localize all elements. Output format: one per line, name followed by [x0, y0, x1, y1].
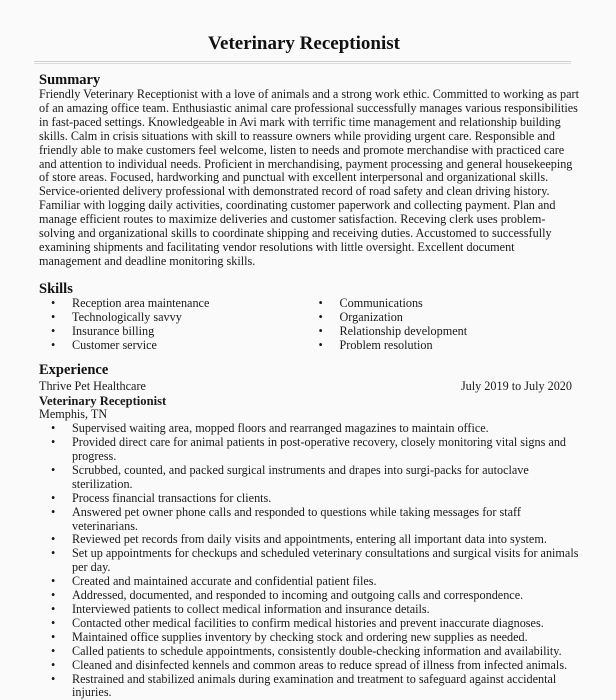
skill-label: Problem resolution — [339, 337, 433, 352]
job-bullet-text: Process financial transactions for clients. — [72, 490, 272, 505]
job-bullet-text: Called patients to schedule appointments, consistently double-checking information and availability. — [72, 643, 562, 658]
skills-column-1 — [39, 297, 307, 353]
job-bullets — [39, 422, 579, 700]
job-bullet — [39, 603, 579, 617]
skill-item — [307, 311, 575, 325]
job-bullet-text: Provided direct care for animal patients in post-operative recovery, closely monitoring vital signs and progress. — [72, 435, 567, 464]
bullet-icon: • — [51, 615, 56, 630]
company-name: Thrive Pet Healthcare — [39, 379, 146, 394]
job-bullet — [39, 645, 579, 659]
job-bullet-text: Addressed, documented, and responded to incoming and outgoing calls and correspondence. — [72, 588, 524, 603]
job-bullet — [39, 436, 579, 464]
summary-section — [34, 72, 579, 269]
job-bullet — [39, 547, 579, 575]
skill-item — [307, 325, 575, 339]
job-title: Veterinary Receptionist — [39, 394, 167, 409]
bullet-icon: • — [51, 462, 56, 477]
bullet-icon: • — [51, 657, 56, 672]
summary-text: Friendly Veterinary Receptionist with a love of animals and a strong work ethic. Committed to working as part of an amazing office team. Enthusiastic animal care professional successfully manages various responsibilities in fast-paced settings. Knowledgeable in Avi mark with terrific time management and relationship building skills. Calm in crisis situations with skill to reassure owners while providing urgent care. Responsible and friendly able to make customers feel welcome, listen to needs and promote merchandise with practiced care and attention to individual needs. Proficient in merchandising, payment processing and general housekeeping of store areas. Focused, hardworking and punctual with excellent interpersonal and organizational skills. Service-oriented delivery professional with demonstrated record of road safety and clean driving history. Familiar with logging daily activities, coordinating customer paperwork and collecting payment. Plan and manage efficient routes to maximize deliveries and customer satisfaction. Receving clerk uses problem-solving and organizational skills to coordinate shipping and receiving duties. Accustomed to successfully examining shipments and facilitating vendor resolutions with little oversight. Excellent document management and deadline monitoring skills. — [39, 87, 579, 268]
job-bullet — [39, 617, 579, 631]
bullet-icon: • — [51, 671, 56, 686]
bullet-icon: • — [318, 309, 323, 324]
skills-columns — [39, 297, 574, 353]
skill-item — [39, 297, 307, 311]
job-bullet-text: Supervised waiting area, mopped floors and rearranged magazines to maintain office. — [72, 421, 489, 436]
job-entry — [34, 379, 579, 700]
skill-label: Customer service — [72, 337, 157, 352]
bullet-icon: • — [51, 588, 56, 603]
bullet-icon: • — [51, 337, 56, 352]
job-dates: July 2019 to July 2020 — [460, 379, 572, 394]
job-bullet — [39, 492, 579, 506]
resume-page — [34, 0, 579, 700]
skill-item — [39, 311, 307, 325]
skills-section — [34, 281, 574, 353]
job-bullet-text: Contacted other medical facilities to confirm medical histories and prevent inaccurate diagnoses. — [72, 615, 544, 630]
bullet-icon: • — [51, 629, 56, 644]
bullet-icon: • — [51, 323, 56, 338]
job-bullet-text: Reviewed pet records from daily visits and appointments, entering all important data into system. — [72, 532, 547, 547]
skill-label: Insurance billing — [72, 323, 155, 338]
job-bullet-text: Cleaned and disinfected kennels and common areas to reduce spread of illness from infected animals. — [72, 657, 568, 672]
job-location: Memphis, TN — [39, 407, 108, 422]
job-bullet — [39, 659, 579, 673]
bullet-icon: • — [318, 295, 323, 310]
job-bullet-text: Answered pet owner phone calls and responded to questions while taking messages for staff veterinarians. — [72, 504, 521, 533]
skill-label: Reception area maintenance — [72, 295, 210, 310]
skill-label: Organization — [339, 309, 403, 324]
skill-item — [307, 297, 575, 311]
job-bullet-text: Interviewed patients to collect medical information and insurance details. — [72, 602, 430, 616]
bullet-icon: • — [51, 435, 56, 450]
skills-column-2 — [307, 297, 575, 353]
bullet-icon: • — [318, 337, 323, 352]
job-bullet — [39, 673, 579, 700]
experience-section — [34, 362, 579, 700]
job-bullet — [39, 575, 579, 589]
job-bullet — [39, 631, 579, 645]
bullet-icon: • — [51, 490, 56, 505]
skill-item — [39, 325, 307, 339]
job-bullet-text: Created and maintained accurate and confidential patient files. — [72, 574, 377, 589]
job-bullet — [39, 422, 579, 436]
job-bullet-text: Restrained and stabilized animals during examination and treatment to safeguard against accidental injuries. — [72, 671, 557, 700]
experience-heading: Experience — [39, 362, 109, 379]
title-divider — [34, 61, 571, 64]
skill-label: Relationship development — [339, 323, 468, 338]
skill-item — [39, 339, 307, 353]
bullet-icon: • — [51, 504, 56, 519]
job-bullet-text: Maintained office supplies inventory by checking stock and ordering new supplies as needed. — [72, 629, 528, 644]
skill-label: Technologically savvy — [72, 309, 182, 324]
job-bullet-text: Set up appointments for checkups and scheduled veterinary consultations and surgical visits for animals per day. — [72, 546, 579, 575]
job-bullet — [39, 533, 579, 547]
bullet-icon: • — [51, 546, 56, 561]
skills-heading: Skills — [39, 280, 73, 297]
bullet-icon: • — [51, 295, 56, 310]
bullet-icon: • — [318, 323, 323, 338]
document-title: Veterinary Receptionist — [208, 33, 400, 54]
bullet-icon: • — [51, 643, 56, 658]
job-bullet — [39, 506, 579, 534]
job-bullet — [39, 464, 579, 492]
bullet-icon: • — [51, 574, 56, 589]
bullet-icon: • — [51, 532, 56, 547]
job-bullet-text: Scrubbed, counted, and packed surgical instruments and drapes into surgi-packs for autoclave sterilization. — [72, 462, 529, 491]
skill-label: Communications — [339, 295, 423, 310]
job-header-row — [39, 380, 572, 394]
summary-heading: Summary — [39, 72, 101, 88]
job-bullet — [39, 589, 579, 603]
bullet-icon: • — [51, 421, 56, 436]
bullet-icon: • — [51, 309, 56, 324]
skill-item — [307, 339, 575, 353]
bullet-icon: • — [51, 602, 56, 616]
